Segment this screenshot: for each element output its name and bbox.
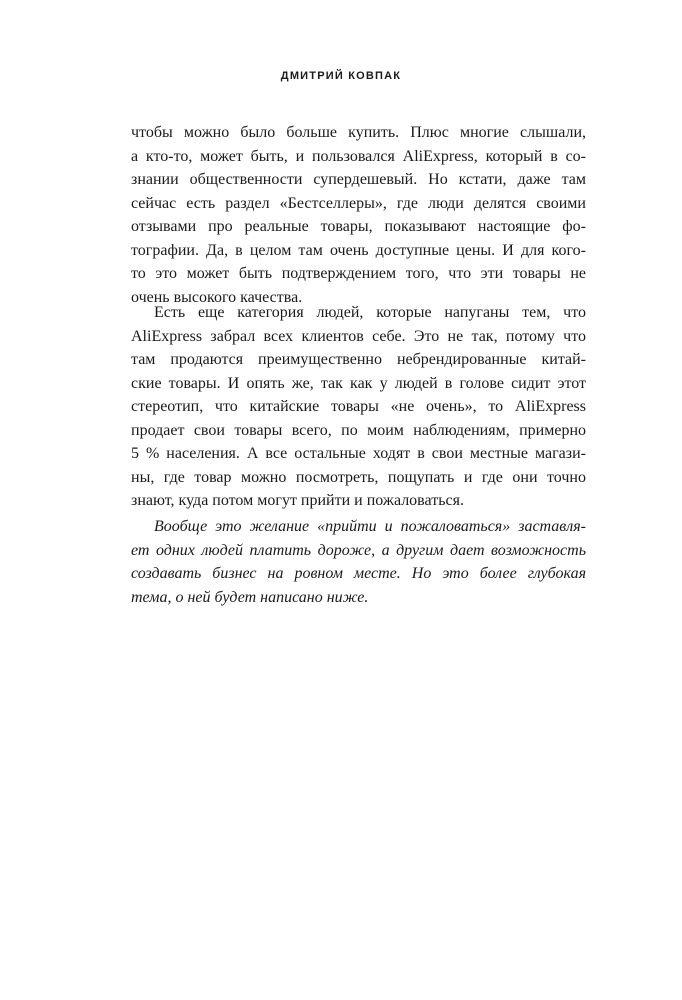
text-line: очень высокого качества. xyxy=(131,288,303,306)
text-line: знают, куда потом могут прийти и пожаловаться. xyxy=(131,492,464,509)
text-line: там продаются преимущественно небрендированные китай- xyxy=(131,351,586,368)
text-line: AliExpress забрал всех клиентов себе. Это не так, потому что xyxy=(131,327,586,345)
text-line: продает свои товары всего, по моим наблюдениям, примерно xyxy=(131,421,586,439)
text-line: тема, о ней будет написано ниже. xyxy=(131,588,369,606)
text-line: отзывами про реальные товары, показывают настоящие фо- xyxy=(131,218,586,235)
text-line: ет одних людей платить дороже, а другим дает возможность xyxy=(131,541,586,559)
text-line: сейчас есть раздел «Бестселлеры», где люди делятся своими xyxy=(131,194,586,212)
text-line: Вообще это желание «прийти и пожаловаться» заставля- xyxy=(154,518,586,535)
text-line: то это может быть подтверждением того, что эти товары не xyxy=(131,265,586,282)
text-line: а кто-то, может быть, и пользовался AliExpress, который в со- xyxy=(131,147,586,165)
text-line: Есть еще категория людей, которые напуганы тем, что xyxy=(154,304,586,321)
text-line: чтобы можно было больше купить. Плюс многие слышали, xyxy=(131,124,586,141)
paragraph-2 xyxy=(131,301,586,513)
text-line: тографии. Да, в целом там очень доступные цены. И для кого- xyxy=(131,241,586,259)
text-line: создавать бизнес на ровном месте. Но это более глубокая xyxy=(131,565,586,582)
paragraph-1 xyxy=(131,121,586,309)
text-line: ские товары. И опять же, так как у людей в голове сидит этот xyxy=(131,374,586,392)
text-line: стереотип, что китайские товары «не очень», то AliExpress xyxy=(131,398,586,415)
text-line: 5 % населения. А все остальные ходят в свои местные магази- xyxy=(131,445,586,462)
text-line: знании общественности супердешевый. Но кстати, даже там xyxy=(131,171,586,188)
paragraph-3-italic xyxy=(131,515,586,609)
text-line: ны, где товар можно посмотреть, пощупать и где они точно xyxy=(131,468,586,486)
running-head: ДМИТРИЙ КОВПАК xyxy=(280,70,402,82)
